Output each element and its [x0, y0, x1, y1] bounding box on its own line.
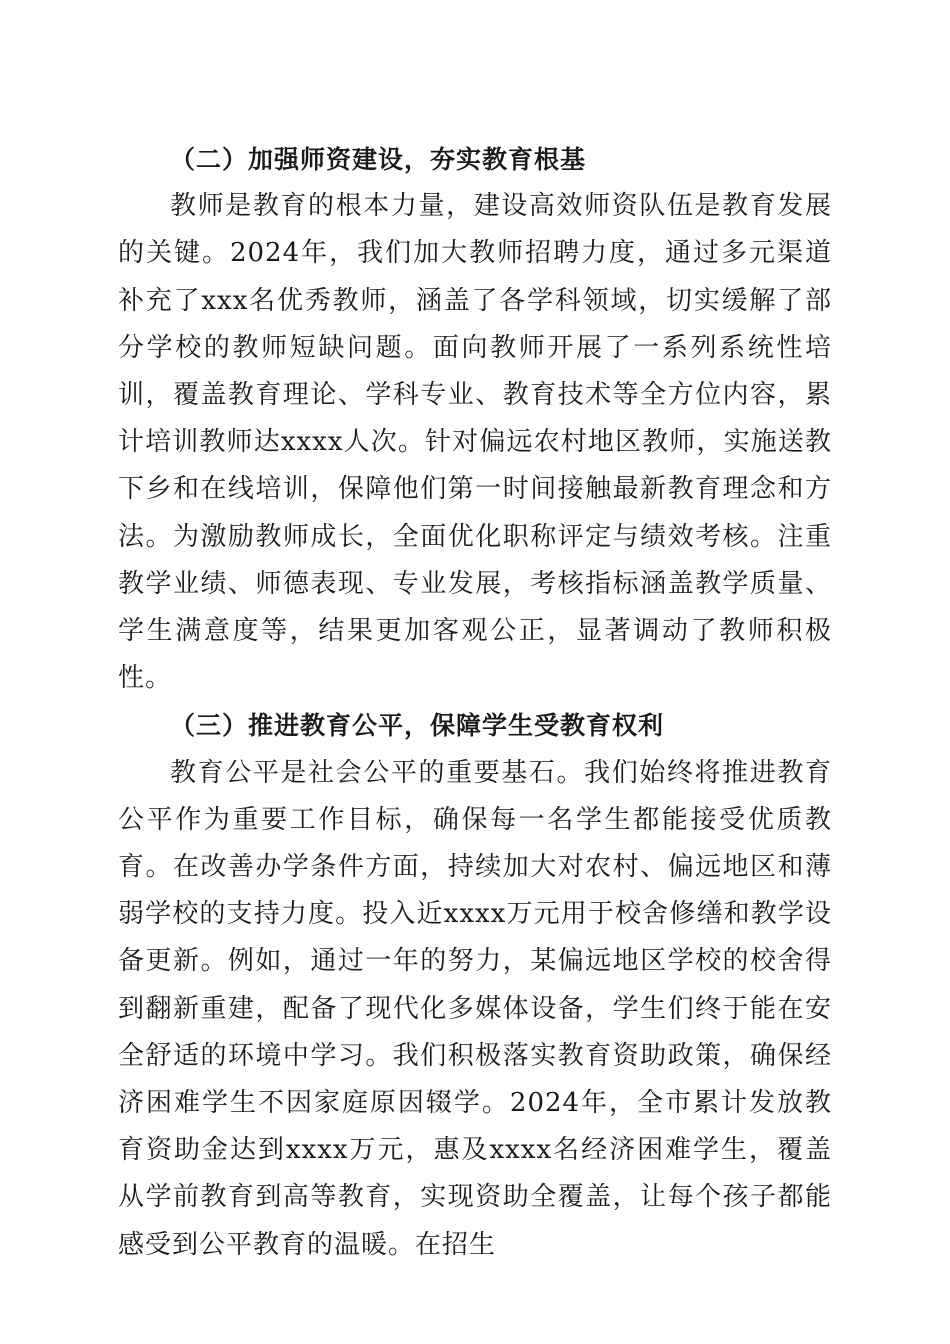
section-heading-teachers: （二）加强师资建设，夯实教育根基	[170, 145, 587, 174]
section-paragraph-equity: 教育公平是社会公平的重要基石。我们始终将推进教育公平作为重要工作目标，确保每一名学生都能接受优质教育。在改善办学条件方面，持续加大对农村、偏远地区和薄弱学校的支持力度。投入近xxxx万元用于校舍修缮和教学设备更新。例如，通过一年的努力，某偏远地区学校的校舍得到翻新重建，配备了现代化多媒体设备，学生们终于能在安全舒适的环境中学习。我们积极落实教育资助政策，确保经济困难学生不因家庭原因辍学。2024年，全市累计发放教育资助金达到xxxx万元，惠及xxxx名经济困难学生，覆盖从学前教育到高等教育，实现资助全覆盖，让每个孩子都能感受到公平教育的温暖。在招生	[118, 757, 832, 1260]
section-heading-equity: （三）推进教育公平，保障学生受教育权利	[170, 711, 665, 741]
document-body	[118, 136, 832, 1269]
section-paragraph-teachers: 教师是教育的根本力量，建设高效师资队伍是教育发展的关键。2024年，我们加大教师招聘力度，通过多元渠道补充了xxx名优秀教师，涵盖了各学科领域，切实缓解了部分学校的教师短缺问题。面向教师开展了一系列系统性培训，覆盖教育理论、学科专业、教育技术等全方位内容，累计培训教师达xxxx人次。针对偏远农村地区教师，实施送教下乡和在线培训，保障他们第一时间接触最新教育理念和方法。为激励教师成长，全面优化职称评定与绩效考核。注重教学业绩、师德表现、专业发展，考核指标涵盖教学质量、学生满意度等，结果更加客观公正，显著调动了教师积极性。	[118, 191, 832, 694]
